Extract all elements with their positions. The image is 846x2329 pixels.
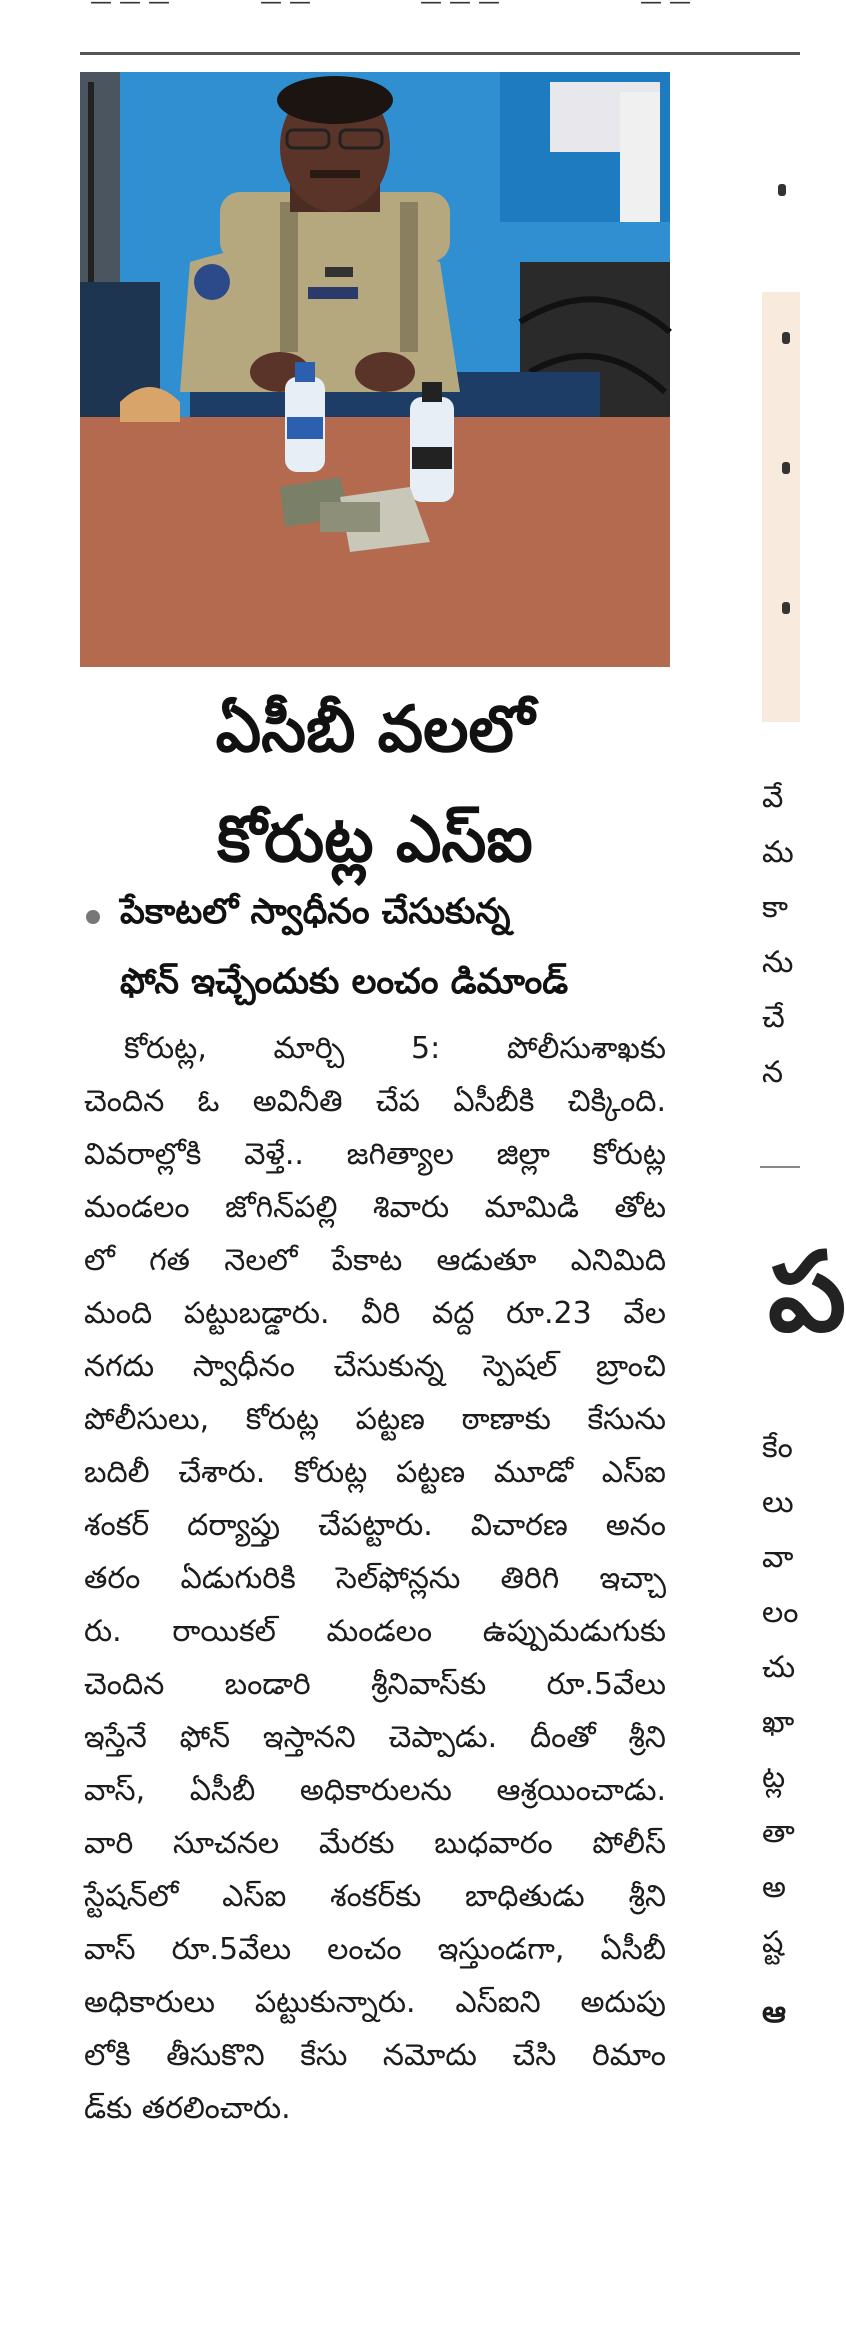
adjacent-fragment: న bbox=[762, 1055, 784, 1090]
article-line: డ్‌కు తరలించారు. bbox=[84, 2091, 291, 2126]
article-line: కోరుట్ల, మార్చి 5: పోలీసుశాఖకు bbox=[124, 1031, 666, 1066]
article-line: వాస్ రూ.5వేలు లంచం ఇస్తుండగా, ఏసీబీ bbox=[84, 1932, 666, 1967]
adjacent-fragment: చు bbox=[762, 1650, 796, 1685]
news-photo bbox=[80, 72, 670, 667]
article-line: లోకి తీసుకొని కేసు నమోదు చేసి రిమాం bbox=[84, 2038, 666, 2073]
adjacent-box bbox=[762, 292, 800, 722]
previous-page-strip: — — — — — — — — — — bbox=[90, 0, 691, 15]
subheadline-line-1: పేకాటలో స్వాధీనం చేసుకున్న bbox=[120, 892, 511, 932]
article-line: స్టేషన్‌లో ఎస్ఐ శంకర్‌కు బాధితుడు శ్రీని bbox=[84, 1879, 666, 1914]
article-line: ఇస్తేనే ఫోన్ ఇస్తానని చెప్పాడు. దీంతో శ్రీని bbox=[84, 1720, 666, 1755]
adjacent-fragment: కా bbox=[762, 890, 789, 925]
article-line: అధికారులు పట్టుకున్నారు. ఎస్ఐని అదుపు bbox=[84, 1985, 666, 2020]
article-line: నగదు స్వాధీనం చేసుకున్న స్పెషల్ బ్రాంచి bbox=[84, 1349, 666, 1384]
adjacent-fragment: ట్ల bbox=[762, 1760, 786, 1795]
adjacent-fragment: కేం bbox=[762, 1430, 793, 1465]
article-line: మండలం జోగిన్‌పల్లి శివారు మామిడి తోట bbox=[84, 1190, 666, 1225]
article-line: లో గత నెలలో పేకాట ఆడుతూ ఎనిమిది bbox=[84, 1243, 666, 1278]
article-line: మంది పట్టుబడ్డారు. వీరి వద్ద రూ.23 వేల bbox=[84, 1296, 666, 1331]
adjacent-fragment: ష్ట bbox=[762, 1925, 784, 1960]
article-line: రు. రాయికల్ మండలం ఉప్పుమడుగుకు bbox=[84, 1614, 666, 1649]
article-line: తరం ఏడుగురికి సెల్‌ఫోన్లను తిరిగి ఇచ్చా bbox=[84, 1561, 666, 1596]
adjacent-fragment: ఆ bbox=[762, 1995, 786, 2030]
adjacent-column bbox=[760, 100, 846, 2329]
subheadline-line-2: ఫోన్ ఇచ్చేందుకు లంచం డిమాండ్ bbox=[120, 962, 569, 1002]
adjacent-big-glyph: ప bbox=[768, 1228, 846, 1356]
adjacent-fragment: వా bbox=[762, 1540, 794, 1575]
adjacent-fragment: అ bbox=[762, 1870, 786, 1905]
adjacent-fragment: ను bbox=[762, 945, 794, 980]
adjacent-fragment: మ bbox=[762, 835, 794, 870]
police-officer-photo bbox=[80, 72, 670, 667]
article-line: వారి సూచనల మేరకు బుధవారం పోలీస్ bbox=[84, 1826, 666, 1861]
bullet-icon bbox=[86, 910, 100, 924]
headline-line-2: కోరుట్ల ఎస్ఐ bbox=[217, 803, 533, 877]
article-line: బదిలీ చేశారు. కోరుట్ల పట్టణ మూడో ఎస్ఐ bbox=[84, 1455, 666, 1490]
adjacent-fragment: వే bbox=[762, 780, 784, 815]
headline-line-1: ఏసీబీ వలలో bbox=[215, 693, 535, 767]
adjacent-fragment: తా bbox=[762, 1815, 795, 1850]
adjacent-fragment: చే bbox=[762, 1000, 785, 1035]
article-line: వివరాల్లోకి వెళ్తే.. జగిత్యాల జిల్లా కోరుట్ల bbox=[84, 1137, 666, 1172]
article-line: శంకర్ దర్యాప్తు చేపట్టారు. విచారణ అనం bbox=[84, 1508, 666, 1543]
article-line: చెందిన బండారి శ్రీనివాస్‌కు రూ.5వేలు bbox=[84, 1667, 666, 1702]
adjacent-fragment: ఖా bbox=[762, 1705, 795, 1740]
article-line: చెందిన ఓ అవినీతి చేప ఏసీబీకి చిక్కింది. bbox=[84, 1084, 666, 1119]
article-line: పోలీసులు, కోరుట్ల పట్టణ ఠాణాకు కేసును bbox=[84, 1402, 666, 1437]
adjacent-fragment: లు bbox=[762, 1485, 794, 1520]
article-line: వాస్, ఏసీబీ అధికారులను ఆశ్రయించాడు. bbox=[84, 1773, 666, 1808]
article-body bbox=[84, 1022, 666, 2135]
column-divider bbox=[760, 1166, 800, 1168]
adjacent-fragment: లం bbox=[762, 1595, 799, 1630]
column-mark bbox=[778, 184, 786, 196]
top-rule bbox=[80, 52, 800, 55]
